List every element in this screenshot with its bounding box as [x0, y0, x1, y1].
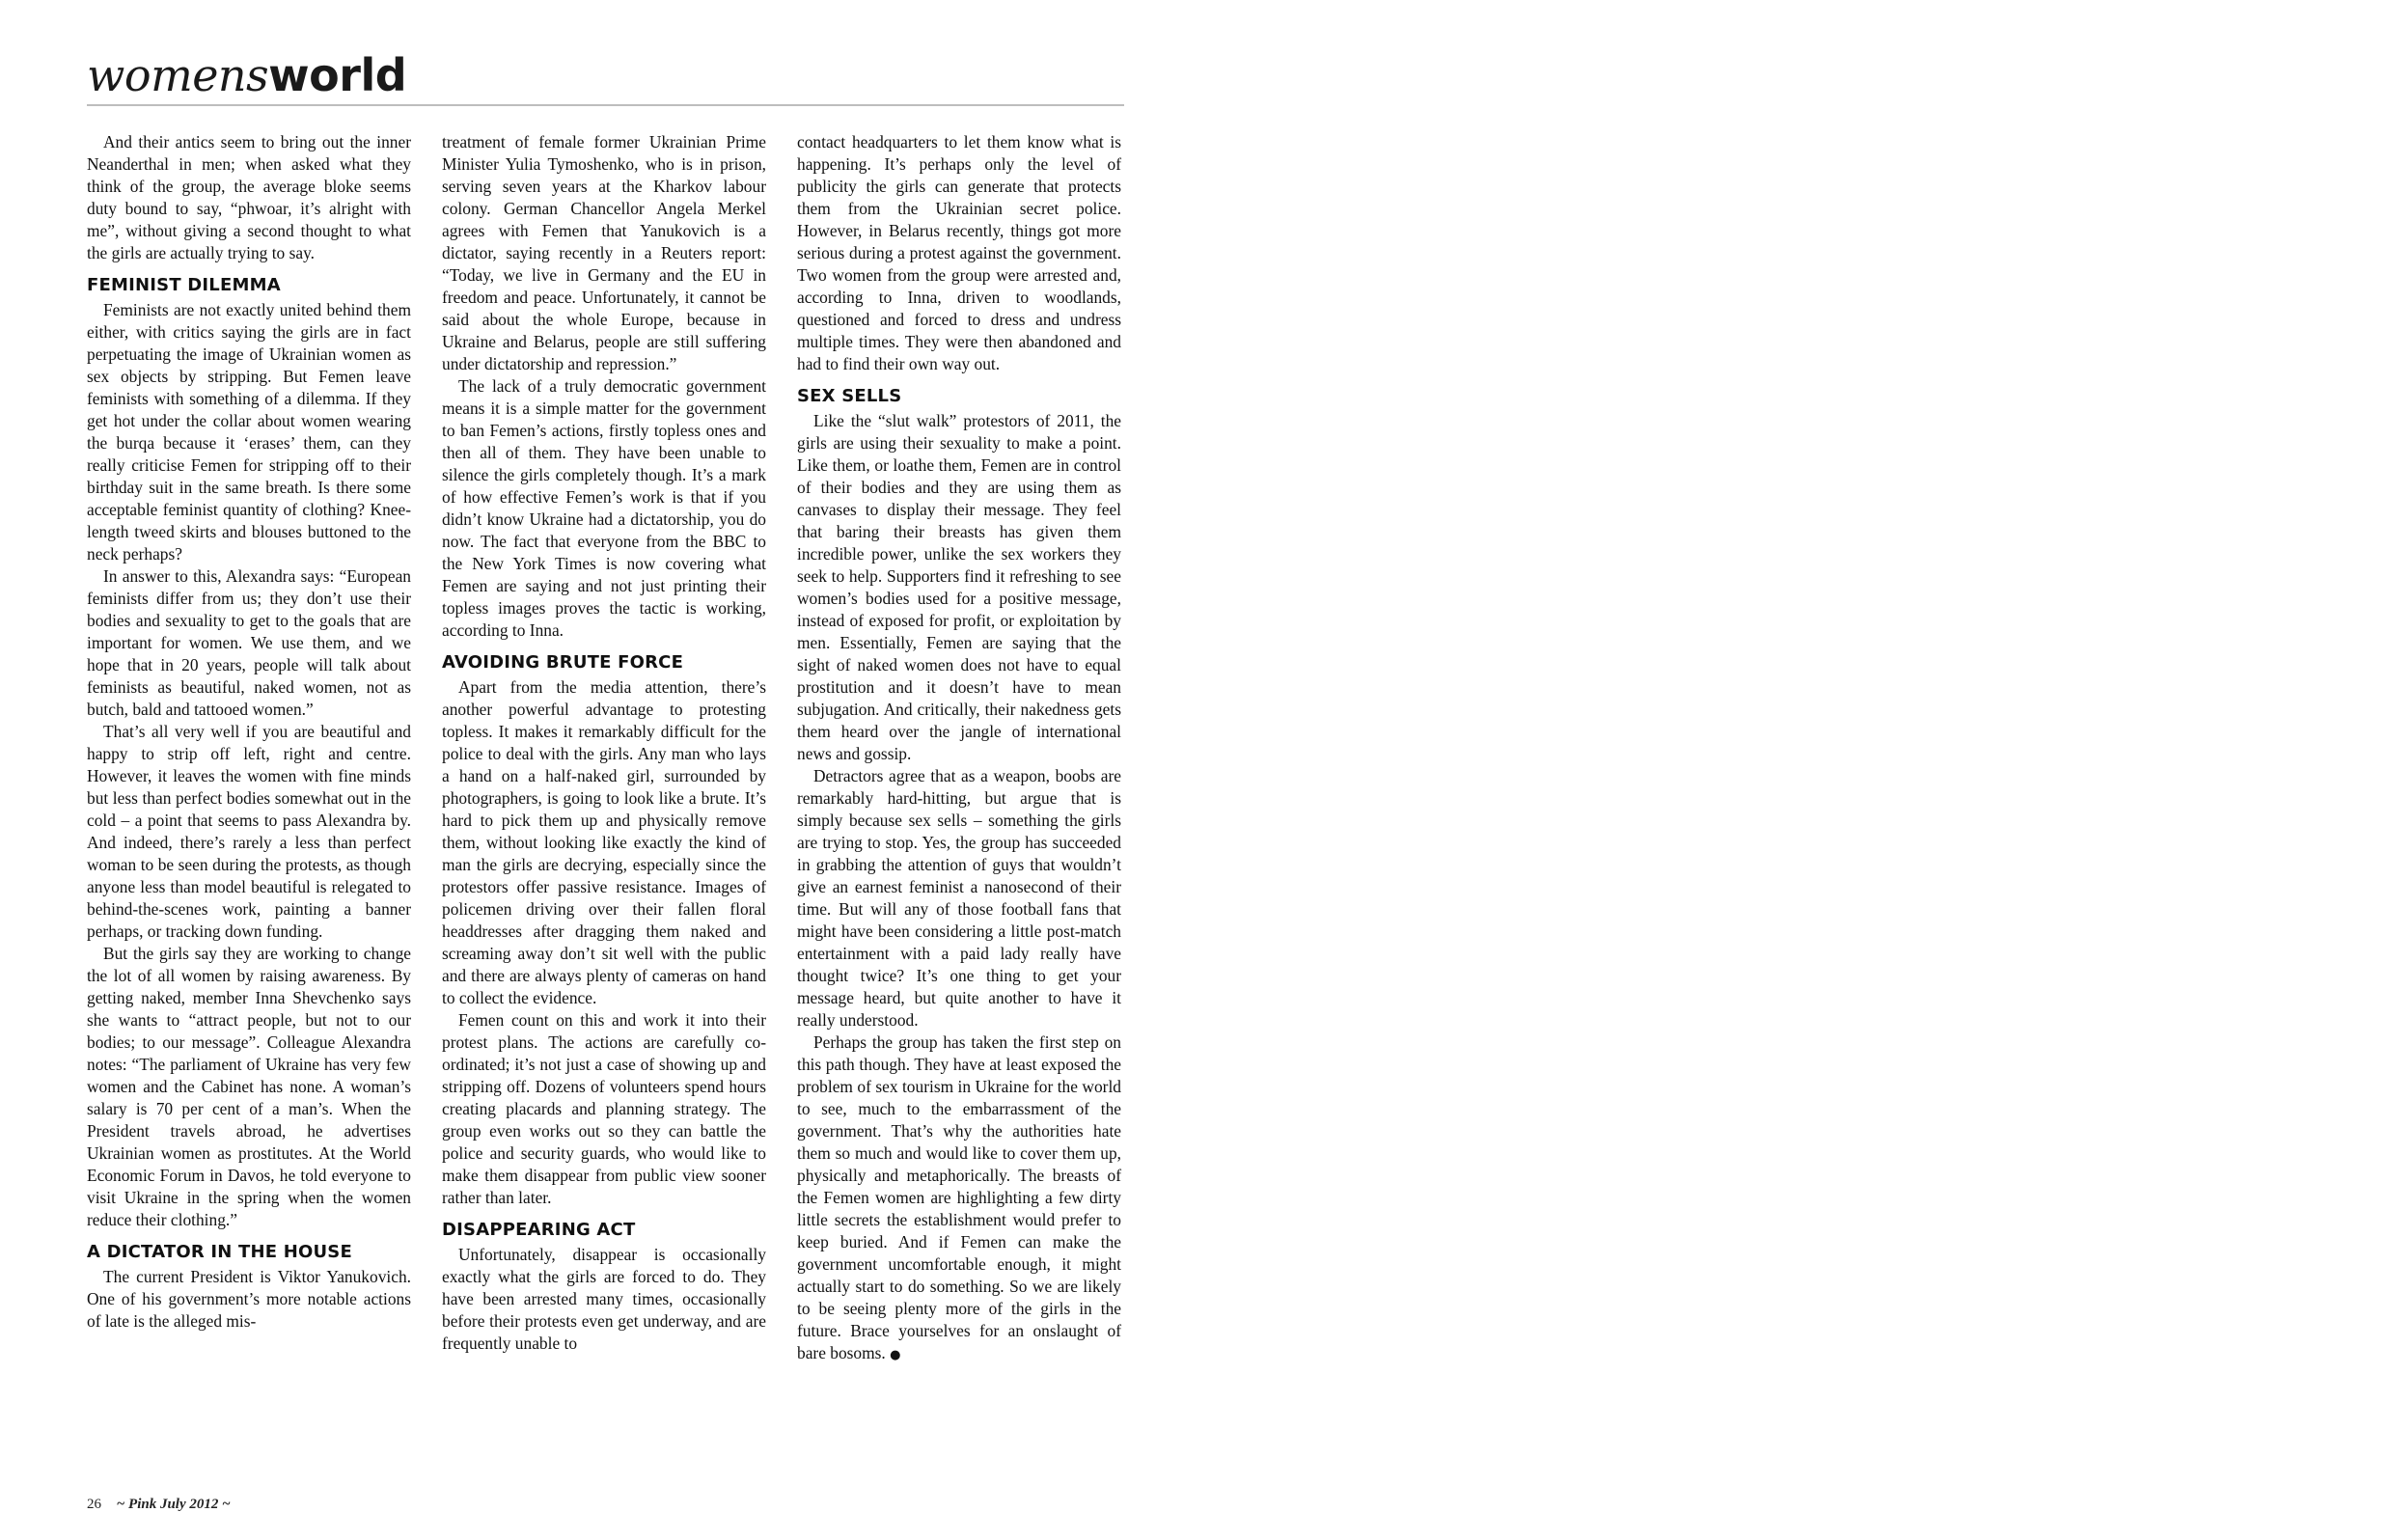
paragraph — [442, 131, 766, 375]
paragraph — [442, 1009, 766, 1209]
heading-text: AVOIDING BRUTE FORCE — [442, 652, 684, 673]
magazine-page — [0, 0, 1134, 1540]
logo-bold-text: world — [268, 49, 407, 101]
paragraph — [442, 1244, 766, 1355]
paragraph — [442, 676, 766, 1009]
heading-text: DISAPPEARING ACT — [442, 1220, 636, 1240]
paragraph-text: The lack of a truly democratic government means it is a simple matter for the government to ban Femen’s actions, firstly topless ones and then all of them. They have been unable to silence the girls completely though. It’s a mark of how effective Femen’s work is that if you didn’t know Ukraine had a dictatorship, you do now. The fact that everyone from the BBC to the New York Times is now covering what Femen are saying and not just printing their topless images proves the tactic is working, according to Inna. — [442, 376, 766, 640]
section-header — [87, 48, 1124, 106]
paragraph-text: Perhaps the group has taken the first step on this path though. They have at least exposed the problem of sex tourism in Ukraine for the world to see, much to the embarrassment of the government. That’s why the authorities hate them so much and would like to cover them up, physically and metaphorically. The breasts of the Femen women are highlighting a few dirty little secrets the establishment would prefer to keep buried. And if Femen can make the government uncomfortable enough, it might actually start to do something. So we are likely to be seeing plenty more of the girls in the future. Brace yourselves for an onslaught of bare bosoms. — [797, 1032, 1121, 1362]
paragraph — [797, 131, 1121, 375]
logo-light-text: womens — [87, 49, 269, 101]
paragraph — [442, 375, 766, 642]
paragraph — [87, 299, 411, 565]
section-logo — [87, 48, 406, 103]
section-heading — [87, 1241, 411, 1264]
section-heading — [442, 651, 766, 674]
paragraph — [87, 1266, 411, 1333]
section-heading — [87, 274, 411, 297]
paragraph-text: Like the “slut walk” protestors of 2011, the girls are using their sexuality to make a point. Like them, or loathe them, Femen are in control of their bodies and they are using them as canvases to display their message. They feel that baring their breasts has given them incredible power, unlike the sex workers they seek to help. Supporters find it refreshing to see women’s bodies used for a positive message, instead of exposed for profit, or exploitation by men. Essentially, Femen are saying that the sight of naked women does not have to equal prostitution and it doesn’t have to mean subjugation. And critically, their nakedness gets them heard over the jangle of international news and gossip. — [797, 411, 1121, 763]
paragraph-text: That’s all very well if you are beautiful and happy to strip off left, right and centre. However, it leaves the women with fine minds but less than perfect bodies somewhat out in the cold – a point that seems to pass Alexandra by. And indeed, there’s rarely a less than perfect woman to be seen during the protests, as though anyone less than model beautiful is relegated to behind-the-scenes work, painting a banner perhaps, or tracking down funding. — [87, 722, 411, 941]
paragraph-text: But the girls say they are working to change the lot of all women by raising awareness. By getting naked, member Inna Shevchenko says she wants to “attract people, but not to our bodies; to our message”. Colleague Alexandra notes: “The parliament of Ukraine has very few women and the Cabinet has none. A woman’s salary is 70 per cent of a man’s. When the President travels abroad, he advertises Ukrainian women as prostitutes. At the World Economic Forum in Davos, he told everyone to visit Ukraine in the spring when the women reduce their clothing.” — [87, 944, 411, 1229]
paragraph-text: In answer to this, Alexandra says: “European feminists differ from us; they don’t use their bodies and sexuality to get to the goals that are important for women. We use them, and we hope that in 20 years, people will talk about feminists as beautiful, naked women, not as butch, bald and tattooed women.” — [87, 566, 411, 719]
paragraph-text: The current President is Viktor Yanukovich. One of his government’s more notable actions of late is the alleged mis- — [87, 1267, 411, 1331]
end-mark-icon: ● — [890, 1348, 901, 1362]
heading-text: A DICTATOR IN THE HOUSE — [87, 1242, 352, 1262]
paragraph-text: Femen count on this and work it into their protest plans. The actions are carefully co-ordinated; it’s not just a case of showing up and stripping off. Dozens of volunteers spend hours creating placards and planning strategy. The group even works out so they can battle the police and security guards, who would like to make them disappear from public view sooner rather than later. — [442, 1010, 766, 1207]
paragraph-text: Unfortunately, disappear is occasionally exactly what the girls are forced to do. They have been arrested many times, occasionally before their protests even get underway, and are frequently unable to — [442, 1245, 766, 1353]
paragraph-text: And their antics seem to bring out the inner Neanderthal in men; when asked what they think of the group, the average bloke seems duty bound to say, “phwoar, it’s alright with me”, without giving a second thought to what the girls are actually trying to say. — [87, 132, 411, 262]
paragraph-text: treatment of female former Ukrainian Prime Minister Yulia Tymoshenko, who is in prison, serving seven years at the Kharkov labour colony. German Chancellor Angela Merkel agrees with Femen that Yanukovich is a dictator, saying recently in a Reuters report: “Today, we live in Germany and the EU in freedom and peace. Unfortunately, it cannot be said about the whole Europe, because in Ukraine and Belarus, people are still suffering under dictatorship and repression.” — [442, 132, 766, 373]
paragraph — [797, 410, 1121, 765]
page-footer — [87, 1497, 231, 1513]
paragraph — [87, 721, 411, 943]
text-column-3 — [797, 131, 1121, 1366]
paragraph-text: contact headquarters to let them know what is happening. It’s perhaps only the level of publicity the girls can generate that protects them from the Ukrainian secret police. However, in Belarus recently, things got more serious during a protest against the government. Two women from the group were arrested and, according to Inna, driven to woodlands, questioned and forced to dress and undress multiple times. They were then abandoned and had to find their own way out. — [797, 132, 1121, 373]
paragraph-text: Detractors agree that as a weapon, boobs are remarkably hard-hitting, but argue that is simply because sex sells – something the girls are trying to stop. Yes, the group has succeeded in grabbing the attention of guys that wouldn’t give an earnest feminist a nanosecond of their time. But will any of those football fans that might have been considering a little post-match entertainment with a paid lady really have thought twice? It’s one thing to get your message heard, but quite another to have it really understood. — [797, 766, 1121, 1030]
paragraph — [87, 943, 411, 1231]
paragraph — [797, 765, 1121, 1031]
paragraph — [87, 565, 411, 721]
section-heading — [442, 1219, 766, 1242]
paragraph-text: Feminists are not exactly united behind them either, with critics saying the girls are in fact perpetuating the image of Ukrainian women as sex objects by stripping. But Femen leave feminists with something of a dilemma. If they get hot under the collar about women wearing the burqa because it ‘erases’ them, can they really criticise Femen for stripping off to their birthday suit in the same breath. Is there some acceptable feminist quantity of clothing? Knee-length tweed skirts and blouses buttoned to the neck perhaps? — [87, 300, 411, 564]
text-column-1 — [87, 131, 411, 1333]
page-number: 26 — [87, 1497, 101, 1512]
heading-text: SEX SELLS — [797, 386, 902, 406]
issue-label: ~ Pink July 2012 ~ — [116, 1497, 231, 1512]
text-column-2 — [442, 131, 766, 1355]
paragraph — [797, 1031, 1121, 1366]
heading-text: FEMINIST DILEMMA — [87, 275, 281, 295]
paragraph-text: Apart from the media attention, there’s another powerful advantage to protesting topless. It makes it remarkably difficult for the police to deal with the girls. Any man who lays a hand on a half-naked girl, surrounded by photographers, is going to look like a brute. It’s hard to pick them up and physically remove them, without looking like exactly the kind of man the girls are decrying, especially since the protestors offer passive resistance. Images of policemen driving over their fallen floral headdresses after dragging them naked and screaming away don’t sit well with the public and there are always plenty of cameras on hand to collect the evidence. — [442, 677, 766, 1007]
section-heading — [797, 385, 1121, 408]
paragraph — [87, 131, 411, 264]
